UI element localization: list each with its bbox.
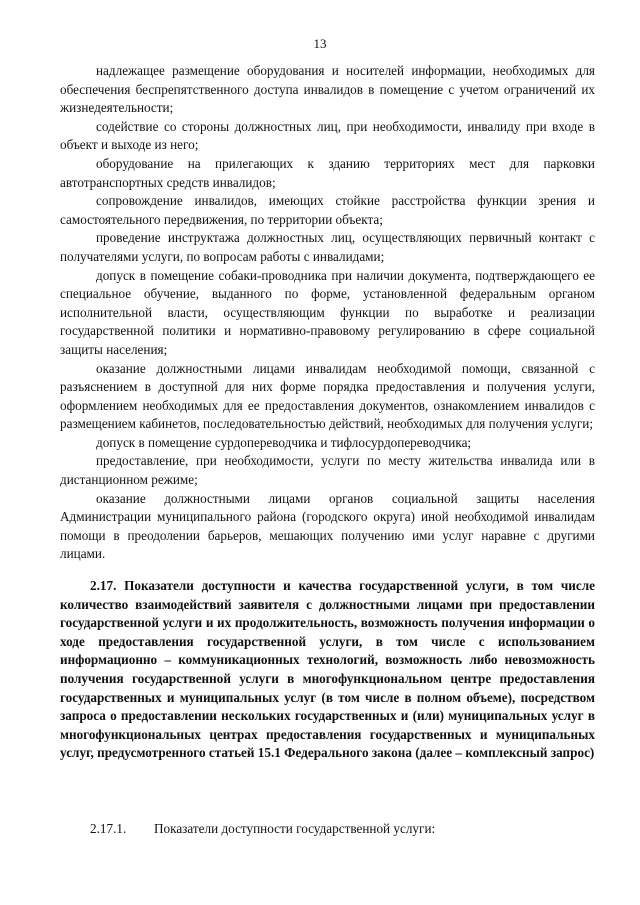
- paragraph: допуск в помещение сурдопереводчика и тифлосурдопереводчика;: [96, 434, 472, 450]
- subsection-heading: [90, 820, 595, 839]
- section-heading: 2.17. Показатели доступности и качества государственной услуги, в том числе количество взаимодействий заявителя с должностными лицами при предоставлении государственной услуги и их продолжительность, возможность получения информации о ходе предоставления государственной услуги, в том числе с использованием информационно – коммуникационных технологий, возможность либо невозможность получения государственной услуги в многофункциональном центре предоставления государственных и муниципальных услуг (в том числе в полном объеме), посредством запроса о предоставлении нескольких государственных и (или) муниципальных услуг в многофункциональных центрах предоставления государственных и муниципальных услуг, предусмотренного статьей 15.1 Федерального закона (далее – комплексный запрос): [60, 578, 595, 761]
- paragraph: содействие со стороны должностных лиц, при необходимости, инвалиду при входе в объект и выходе из него;: [60, 118, 595, 153]
- paragraph: оказание должностными лицами инвалидам необходимой помощи, связанной с разъяснением в доступной для них форме порядка предоставления и получения услуги, оформлением необходимых для ее предоставления документов, ознакомлением инвалидов с размещением кабинетов, последовательностью действий, необходимых для получения услуги;: [60, 360, 595, 432]
- subsection-text: Показатели доступности государственной услуги:: [154, 821, 436, 836]
- page-number: 13: [313, 36, 327, 51]
- subsection-number: 2.17.1.: [90, 821, 127, 836]
- accessibility-measures-list: [60, 62, 595, 564]
- paragraph: сопровождение инвалидов, имеющих стойкие расстройства функции зрения и самостоятельного передвижения, по территории объекта;: [60, 193, 595, 227]
- paragraph: оказание должностными лицами органов социальной защиты населения Администрации муниципального района (городского округа) иной необходимой инвалидам помощи в преодолении барьеров, мешающих получению ими услуг наравне с другими лицами.: [60, 490, 595, 562]
- paragraph: допуск в помещение собаки-проводника при наличии документа, подтверждающего ее специальное обучение, выданного по форме, установленной федеральным органом исполнительной власти, осуществляющим функции по выработке и реализации государственной политики и нормативно-правовому регулированию в сфере социальной защиты населения;: [60, 267, 595, 357]
- paragraph: предоставление, при необходимости, услуги по месту жительства инвалида или в дистанционном режиме;: [60, 453, 595, 488]
- paragraph: оборудование на прилегающих к зданию территориях мест для парковки автотранспортных средств инвалидов;: [60, 155, 595, 190]
- paragraph: проведение инструктажа должностных лиц, осуществляющих первичный контакт с получателями услуги, по вопросам работы с инвалидами;: [60, 230, 595, 264]
- paragraph: надлежащее размещение оборудования и носителей информации, необходимых для обеспечения беспрепятственного доступа инвалидов в помещение с учетом ограничений их жизнедеятельности;: [60, 63, 595, 116]
